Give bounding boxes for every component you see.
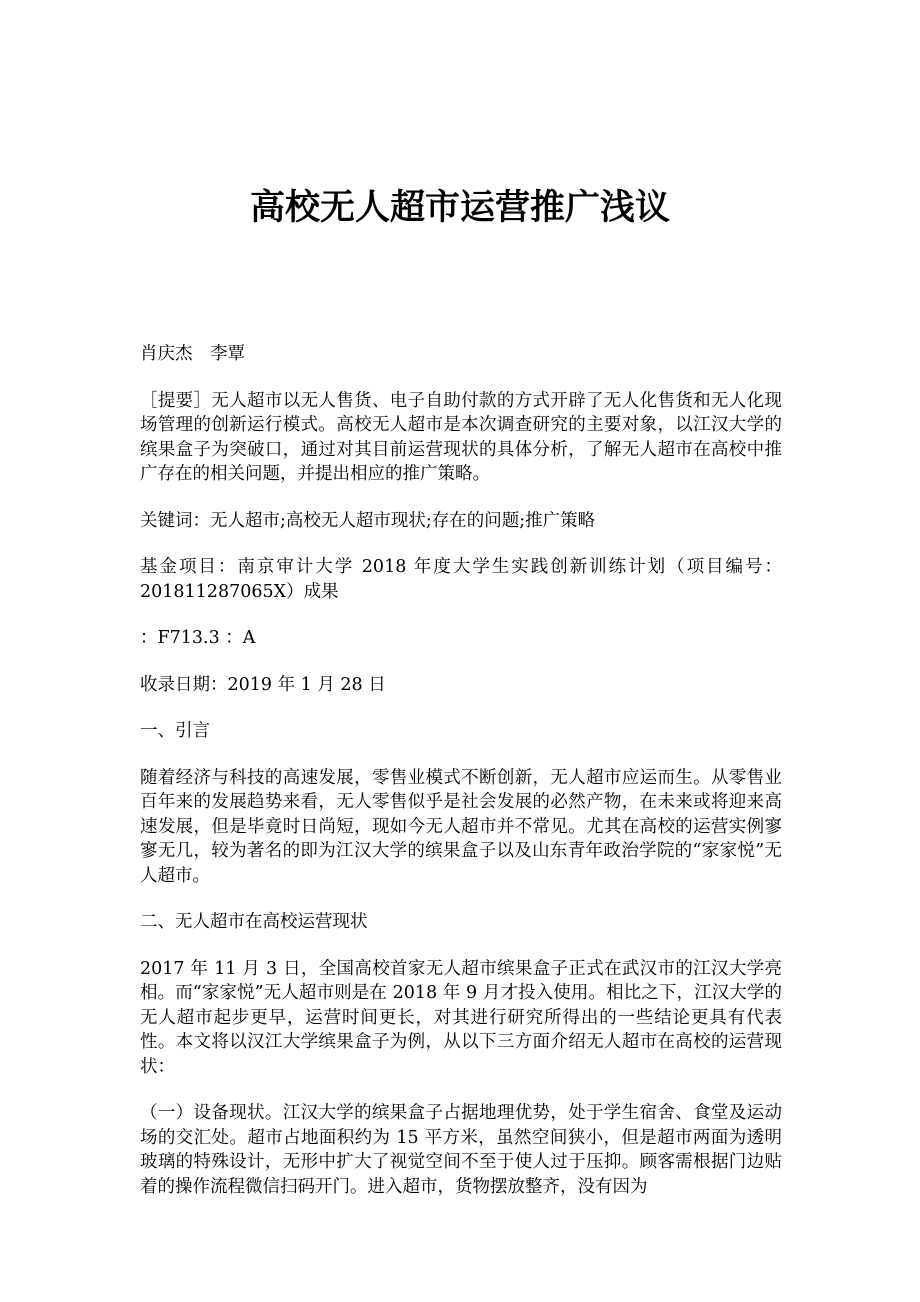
page-title: 高校无人超市运营推广浅议 — [249, 187, 670, 228]
abstract-paragraph: ［提要］无人超市以无人售货、电子自助付款的方式开辟了无人化售货和无人化现场管理的创新运行模式。高校无人超市是本次调查研究的主要对象，以江汉大学的缤果盒子为突破口，通过对其目前运营现状的具体分析，了解无人超市在高校中推广存在的相关问题，并提出相应的推广策略。 — [140, 390, 782, 484]
article-body — [140, 342, 782, 1221]
equipment-status-paragraph: （一）设备现状。江汉大学的缤果盒子占据地理优势，处于学生宿舍、食堂及运动场的交汇处。超市占地面积约为 15 平方米，虽然空间狭小，但是超市两面为透明玻璃的特殊设计，无形中扩大了视觉空间不至于使人过于压抑。顾客需根据门边贴着的操作流程微信扫码开门。进入超市，货物摆放整齐，没有因为 — [140, 1103, 782, 1197]
author-line: 肖庆杰 李覃 — [140, 344, 245, 364]
keywords-line: 关键词：无人超市;高校无人超市现状;存在的问题;推广策略 — [140, 510, 596, 531]
fund-line: 基金项目：南京审计大学 2018 年度大学生实践创新训练计划（项目编号：201811287065X）成果 — [140, 557, 782, 602]
received-date-line: 收录日期：2019 年 1 月 28 日 — [140, 674, 386, 695]
section-heading-introduction: 一、引言 — [140, 721, 210, 741]
introduction-paragraph: 随着经济与科技的高速发展，零售业模式不断创新，无人超市应运而生。从零售业百年来的发展趋势来看，无人零售似乎是社会发展的必然产物，在未来或将迎来高速发展，但是毕竟时日尚短，现如今无人超市并不常见。尤其在高校的运营实例寥寥无几，较为著名的即为江汉大学的缤果盒子以及山东青年政治学院的“家家悦”无人超市。 — [140, 767, 782, 886]
status-paragraph: 2017 年 11 月 3 日，全国高校首家无人超市缤果盒子正式在武汉市的江汉大学亮相。而“家家悦”无人超市则是在 2018 年 9 月才投入使用。相比之下，江汉大学的无人超市起步更早，运营时间更长，对其进行研究所得出的一些结论更具有代表性。本文将以汉江大学缤果盒子为例，从以下三方面介绍无人超市在高校的运营现状： — [140, 958, 782, 1077]
classification-line: ：F713.3 ：A — [140, 628, 256, 648]
section-heading-status: 二、无人超市在高校运营现状 — [140, 912, 368, 932]
